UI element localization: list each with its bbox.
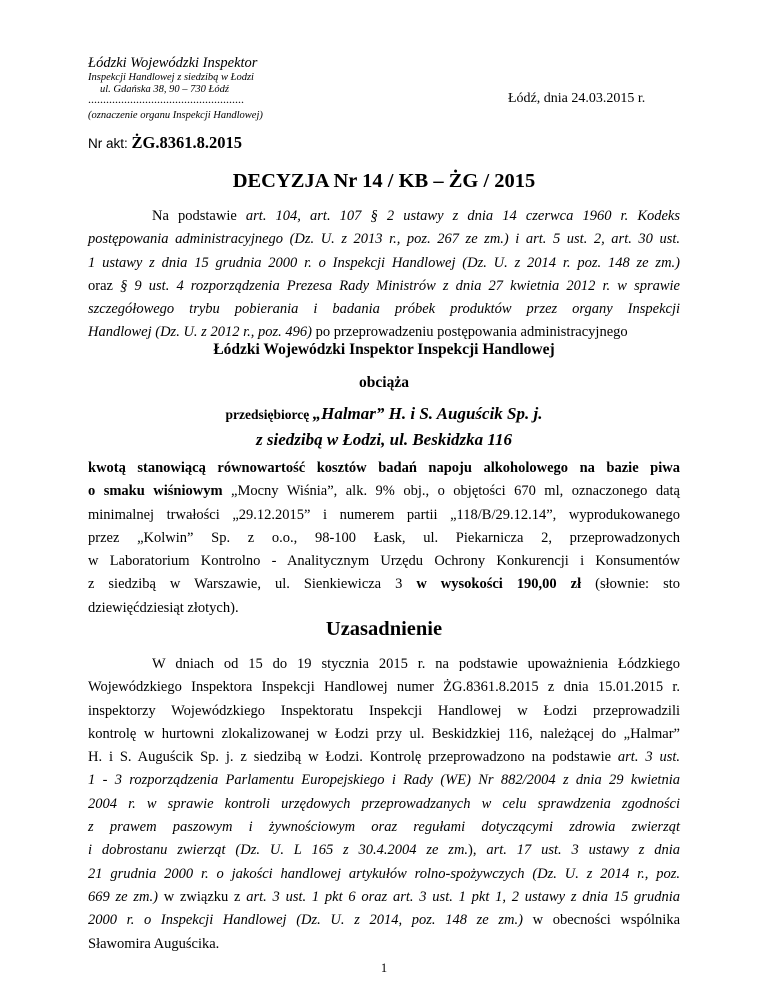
page-number: 1 xyxy=(380,961,388,975)
legal-basis-line-4 xyxy=(88,275,680,298)
place-and-date: Łódź, dnia 24.03.2015 r. xyxy=(508,91,646,106)
company-label: przedsiębiorcę xyxy=(225,407,313,422)
justification-line-13: Sławomira Auguścika. xyxy=(88,935,220,952)
company-name: „Halmar” H. i S. Auguścik Sp. j. xyxy=(312,404,543,423)
legal-basis-line-1 xyxy=(88,205,680,228)
justification-line-6: 1 - 3 rozporządzenia Parlamentu Europejskiego i Rady (WE) Nr 882/2004 z dnia 29 kwietnia xyxy=(88,772,680,789)
justification-line-8: z prawem paszowym i żywnościowym oraz regułami dotyczącymi zdrowia zwierząt xyxy=(88,819,680,836)
charges-heading: obciąża xyxy=(359,374,409,391)
justification-citation: art. 3 ust. 1 pkt 6 oraz art. 3 ust. 1 pkt 1, 2 ustawy z dnia 15 grudnia xyxy=(246,888,680,905)
justification-line-2: Wojewódzkiego Inspektora Inspekcji Handlowej numer ŻG.8361.8.2015 z dnia 15.01.2015 r. xyxy=(88,679,680,696)
organ-address-line-1: Inspekcji Handlowej z siedzibą w Łodzi xyxy=(88,72,254,83)
justification-citation: art. 3 ust. xyxy=(617,749,680,766)
justification-line-12 xyxy=(88,909,680,932)
amount-line-2 xyxy=(88,480,680,503)
organ-caption: (oznaczenie organu Inspekcji Handlowej) xyxy=(88,110,263,121)
justification-line-4: kontrolę w hurtowni zlokalizowanej w Łodzi przy ul. Beskidzkiej 116, należącej do „Halmar” xyxy=(88,725,680,742)
legal-basis-text: oraz xyxy=(88,277,121,294)
amount-value: w wysokości 190,00 zł xyxy=(416,576,582,593)
case-number-value: ŻG.8361.8.2015 xyxy=(131,133,242,152)
amount-line-3: minimalnej trwałości „29.12.2015” i numerem partii „118/B/29.12.14”, wyprodukowanego xyxy=(88,506,680,523)
justification-line-7: 2004 r. w sprawie kontroli urzędowych przeprowadzanych w celu sprawdzenia zgodności xyxy=(88,795,680,812)
legal-basis-paragraph xyxy=(88,205,680,345)
authority-heading: Łódzki Wojewódzki Inspektor Inspekcji Handlowej xyxy=(213,341,555,358)
justification-line-11 xyxy=(88,886,680,909)
case-number-label: Nr akt: xyxy=(88,136,128,151)
amount-line-7: dziewięćdziesiąt złotych). xyxy=(88,599,239,616)
legal-basis-line-3: 1 ustawy z dnia 15 grudnia 2000 r. o Inspekcji Handlowej (Dz. U. z 2014 r. poz. 148 ze zm.) xyxy=(88,254,680,271)
legal-basis-citation: art. 104, art. 107 § 2 ustawy z dnia 14 czerwca 1960 r. Kodeks xyxy=(245,208,680,224)
justification-text: ), xyxy=(468,842,487,859)
amount-text: (słownie: sto xyxy=(581,576,680,593)
decision-title: DECYZJA Nr 14 / KB – ŻG / 2015 xyxy=(232,170,536,192)
justification-line-5 xyxy=(88,746,680,769)
legal-basis-citation: § 9 ust. 4 rozporządzenia Prezesa Rady Ministrów z dnia 27 kwietnia 2012 r. w sprawie xyxy=(120,277,680,294)
justification-citation: 669 ze zm.) xyxy=(88,888,158,905)
legal-basis-text: Na podstawie xyxy=(152,208,246,224)
justification-text: w obecności wspólnika xyxy=(522,912,681,929)
justification-line-9 xyxy=(88,839,680,862)
amount-line-5: w Laboratorium Kontrolno - Analitycznym Urzędu Ochrony Konkurencji i Konsumentów xyxy=(88,553,680,570)
justification-line-1: W dniach od 15 do 19 stycznia 2015 r. na podstawie upoważnienia Łódzkiego xyxy=(152,656,680,672)
legal-basis-line-2: postępowania administracyjnego (Dz. U. z 2013 r., poz. 267 ze zm.) i art. 5 ust. 2, art. 30 ust. xyxy=(88,231,680,248)
amount-text: „Mocny Wiśnia”, alk. 9% obj., o objętości 670 ml, oznaczonego datą xyxy=(222,483,680,500)
justification-line-10: 21 grudnia 2000 r. o jakości handlowej artykułów rolno-spożywczych (Dz. U. z 2014 r., poz. xyxy=(88,865,680,882)
amount-text: z siedzibą w Warszawie, ul. Sienkiewicza 3 xyxy=(88,576,417,593)
organ-address-line-2: ul. Gdańska 38, 90 – 730 Łódź xyxy=(100,84,229,95)
justification-citation: art. 17 ust. 3 ustawy z dnia xyxy=(486,842,680,859)
product-flavor: o smaku wiśniowym xyxy=(88,483,223,500)
amount-line-4: przez „Kolwin” Sp. z o.o., 98-100 Łask, ul. Piekarnicza 2, przeprowadzonych xyxy=(88,529,680,546)
justification-line-3: inspektorzy Wojewódzkiego Inspektoratu Inspekcji Handlowej w Łodzi przeprowadzili xyxy=(88,702,680,719)
organ-dotted-line: .................................................... xyxy=(88,92,244,106)
justification-citation: Dz. U. L 165 z 30.4.2004 ze zm. xyxy=(240,842,469,859)
justification-text: w związku z xyxy=(157,888,247,905)
company-line xyxy=(0,404,768,424)
case-number xyxy=(88,133,242,153)
legal-basis-text: po przeprowadzeniu postępowania administracyjnego xyxy=(311,324,628,341)
amount-paragraph xyxy=(88,457,680,620)
justification-citation: i dobrostanu zwierząt ( xyxy=(88,842,241,859)
legal-basis-citation: Handlowej (Dz. U. z 2012 r., poz. 496) xyxy=(88,324,312,341)
organ-name: Łódzki Wojewódzki Inspektor xyxy=(88,55,258,71)
company-address: z siedzibą w Łodzi, ul. Beskidzka 116 xyxy=(256,430,512,449)
amount-line-6 xyxy=(88,573,680,596)
justification-citation: 2000 r. o Inspekcji Handlowej (Dz. U. z 2014, poz. 148 ze zm.) xyxy=(88,912,523,929)
justification-text: H. i S. Auguścik Sp. j. z siedzibą w Łodzi. Kontrolę przeprowadzono na podstawie xyxy=(88,749,618,766)
legal-basis-line-5: szczegółowego trybu pobierania i badania próbek produktów przez organy Inspekcji xyxy=(88,301,680,318)
justification-heading: Uzasadnienie xyxy=(325,618,443,640)
justification-paragraph xyxy=(88,653,680,956)
amount-line-1: kwotą stanowiącą równowartość kosztów badań napoju alkoholowego na bazie piwa xyxy=(88,460,680,476)
